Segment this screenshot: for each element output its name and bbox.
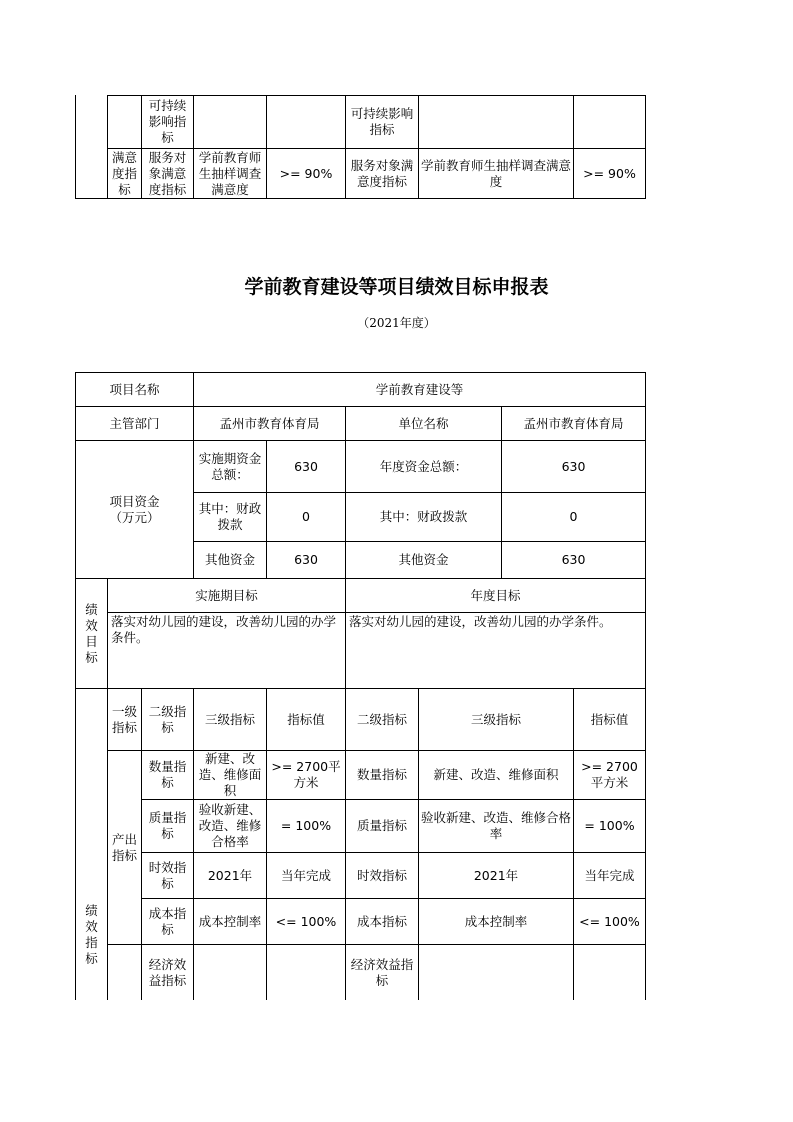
sustainable-impact-label-b: 可持续影响指标	[350, 106, 414, 137]
other-label-b: 其他资金	[398, 552, 449, 567]
header-value: 指标值	[287, 711, 325, 727]
satisfaction-value-b: >= 90%	[583, 165, 636, 181]
page-title: 学前教育建设等项目绩效目标申报表	[244, 276, 549, 298]
other-value-b: 630	[561, 552, 586, 567]
table-row-cost-l2-b: 成本指标	[356, 913, 407, 929]
header-level3: 三级指标	[204, 711, 255, 727]
unit-label: 单位名称	[398, 415, 449, 431]
survey-satisfaction-label: 学前教育师生抽样调查满意度	[198, 149, 262, 197]
page-subtitle: （2021年度）	[357, 316, 436, 330]
table-row-time-l3-b: 2021年	[473, 867, 519, 883]
header-level3-b: 三级指标	[470, 711, 521, 727]
project-name-value: 学前教育建设等	[375, 381, 464, 397]
table-row-quantity-value: >= 2700平方米	[271, 759, 341, 790]
annual-goal-text: 落实对幼儿园的建设，改善幼儿园的办学条件。	[349, 614, 612, 629]
header-value-b: 指标值	[590, 711, 629, 727]
fiscal-value-b: 0	[569, 509, 578, 524]
table-row-time-l3: 2021年	[207, 867, 253, 883]
table-row-cost-value: <= 100%	[275, 913, 337, 929]
service-satisfaction-label: 服务对象满意度指标	[148, 149, 187, 197]
period-goal-header: 实施期目标	[195, 587, 258, 603]
table-row-cost-l2: 成本指标	[148, 905, 187, 937]
fiscal-label-b: 其中：财政拨款	[379, 509, 468, 524]
satisfaction-label: 满意度指标	[111, 149, 137, 197]
table-row-quality-value: = 100%	[280, 818, 332, 833]
table-row-time-l2: 时效指标	[148, 859, 187, 891]
table-row-quantity-l2-b: 数量指标	[356, 767, 407, 782]
sustainable-impact-label: 可持续影响指标	[148, 98, 187, 145]
table-row-quality-l2: 质量指标	[148, 810, 187, 841]
annual-goal-header: 年度目标	[470, 587, 521, 603]
table-row-economic-l3-b	[419, 945, 573, 1000]
table-row-quality-l3: 验收新建、改造、维修合格率	[198, 802, 262, 849]
project-name-label: 项目名称	[109, 381, 160, 397]
header-level2-b: 二级指标	[356, 711, 407, 727]
annual-total-label: 年度资金总额：	[379, 458, 468, 474]
table-row-cost-l3: 成本控制率	[198, 913, 262, 929]
indicators-label: 绩效指标	[85, 902, 98, 966]
table-row-time-value-b: 当年完成	[584, 867, 635, 883]
table-row-cost-l3-b: 成本控制率	[464, 913, 528, 929]
fiscal-value: 0	[302, 509, 310, 524]
table-row-quantity-l3: 新建、改造、维修面积	[198, 751, 262, 798]
table-row-economic-l2-b: 经济效益指标	[350, 956, 414, 988]
other-value: 630	[294, 552, 318, 567]
goal-label: 绩效目标	[85, 601, 98, 665]
unit-value: 孟州市教育体育局	[523, 415, 624, 431]
table-row-quality-l3-b: 验收新建、改造、维修合格率	[421, 810, 572, 841]
table-row-economic-value	[267, 945, 345, 1000]
fiscal-label: 其中：财政拨款	[198, 501, 262, 532]
table-row-quality-l2-b: 质量指标	[356, 818, 407, 833]
table-row-cost-value-b: <= 100%	[579, 913, 640, 929]
table-row-time-l2-b: 时效指标	[356, 867, 407, 883]
annual-total-value: 630	[561, 458, 586, 474]
header-level1: 一级指标	[111, 703, 137, 735]
other-label: 其他资金	[204, 552, 255, 567]
output-label: 产出指标	[111, 831, 137, 863]
table-row-quantity-l3-b: 新建、改造、维修面积	[433, 767, 559, 782]
table-row-quantity-value-b: >= 2700平方米	[581, 759, 638, 790]
total-value: 630	[294, 458, 318, 474]
table-row-economic-l3	[194, 945, 266, 1000]
table-row-time-value: 当年完成	[280, 867, 331, 883]
header-level2: 二级指标	[148, 703, 187, 735]
table-row-quantity-l2: 数量指标	[148, 759, 187, 790]
survey-satisfaction-label-b: 学前教育师生抽样调查满意度	[421, 157, 572, 189]
period-goal-text: 落实对幼儿园的建设，改善幼儿园的办学条件。	[111, 614, 337, 645]
total-label: 实施期资金总额：	[198, 450, 262, 482]
satisfaction-value: >= 90%	[279, 165, 333, 181]
table-row-economic-value-b	[574, 945, 645, 1000]
table-row-quality-value-b: = 100%	[584, 818, 635, 833]
service-satisfaction-label-b: 服务对象满意度指标	[350, 157, 414, 189]
fund-label: 项目资金（万元）	[109, 493, 160, 525]
dept-label: 主管部门	[109, 415, 160, 431]
table-row-economic-l2: 经济效益指标	[148, 956, 187, 988]
dept-value: 孟州市教育体育局	[219, 415, 320, 431]
